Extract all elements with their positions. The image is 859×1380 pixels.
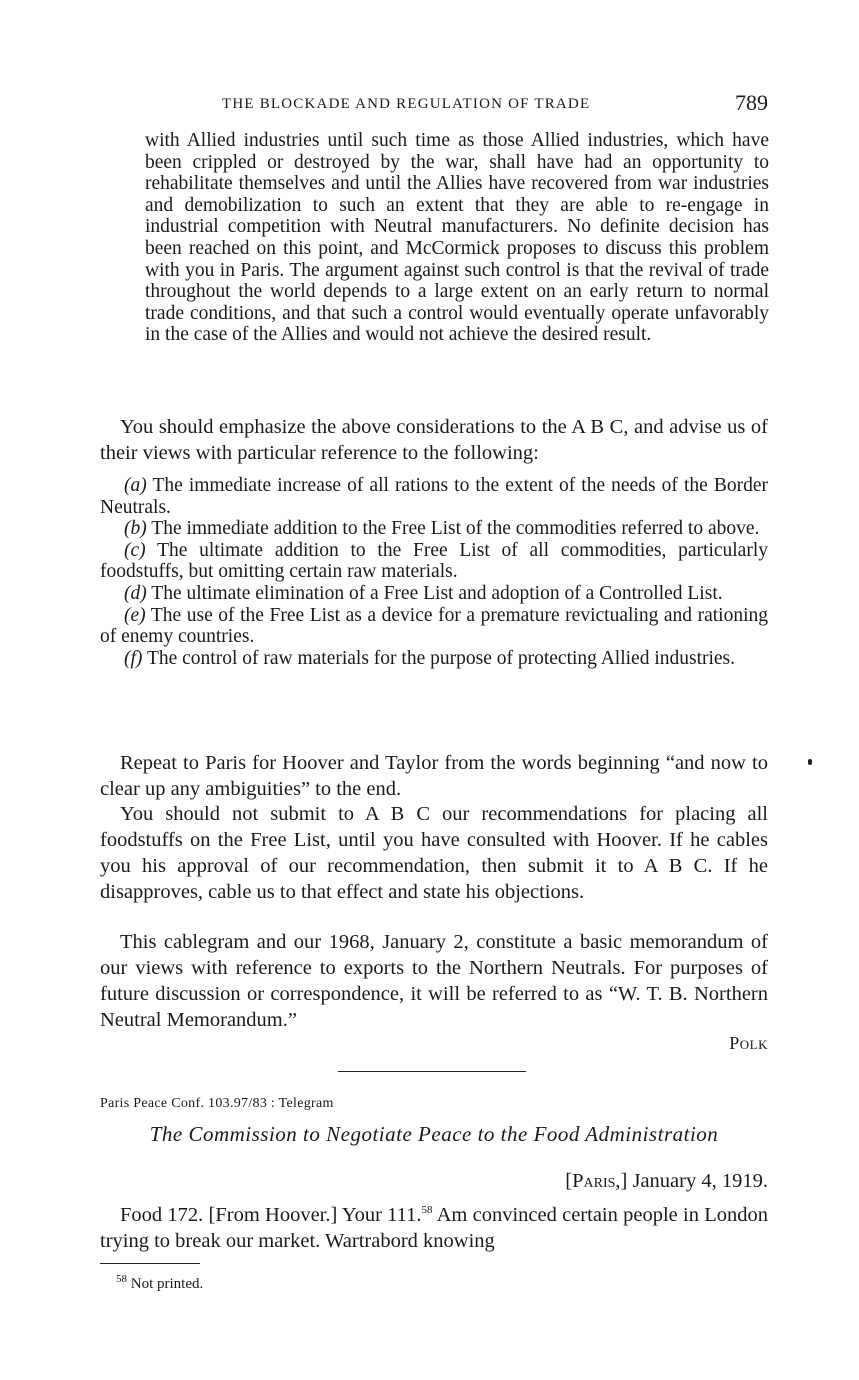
item-text: The use of the Free List as a device for a premature revictualing and rationing of enemy countries. bbox=[100, 604, 768, 648]
section-divider bbox=[338, 1071, 526, 1072]
item-letter: (a) bbox=[124, 475, 147, 496]
telegram-text-start: Food 172. [From Hoover.] Your 111. bbox=[120, 1204, 422, 1226]
telegram-body bbox=[100, 1202, 768, 1254]
margin-mark bbox=[808, 759, 812, 765]
item-text: The control of raw materials for the purpose of protecting Allied industries. bbox=[146, 647, 736, 669]
document-title: The Commission to Negotiate Peace to the Food Administration bbox=[149, 1122, 719, 1146]
memorandum-paragraph: This cablegram and our 1968, January 2, constitute a basic memorandum of our views with reference to exports to the Northern Neutrals. For purposes of future discussion or correspondence, it will be referred to as “W. T. B. Northern Neutral Memorandum.” bbox=[100, 931, 768, 1031]
document-reference: Paris Peace Conf. 103.97/83 : Telegram bbox=[100, 1096, 334, 1111]
list-item bbox=[100, 475, 768, 518]
footnote-text: Not printed. bbox=[130, 1276, 204, 1292]
footnote-reference: 58 bbox=[421, 1204, 433, 1217]
considerations-list bbox=[100, 475, 768, 669]
item-letter: (b) bbox=[124, 518, 147, 540]
item-letter: (f) bbox=[124, 647, 143, 669]
footnote bbox=[116, 1273, 204, 1293]
dateline-date: January 4, 1919. bbox=[632, 1170, 768, 1192]
list-item bbox=[100, 540, 768, 583]
repeat-paragraph: Repeat to Paris for Hoover and Taylor from the words beginning “and now to clear up any ambiguities” to the end. bbox=[100, 752, 768, 800]
running-header bbox=[100, 92, 768, 122]
dateline-place: Paris, bbox=[572, 1170, 621, 1192]
intro-paragraph: You should emphasize the above considerations to the A B C, and advise us of their views with particular reference to the following: bbox=[100, 416, 768, 464]
list-item bbox=[100, 518, 768, 540]
list-item bbox=[100, 605, 768, 648]
signature: Polk bbox=[729, 1033, 768, 1053]
item-letter: (c) bbox=[124, 539, 146, 561]
list-item bbox=[100, 648, 768, 670]
dateline-close-bracket: ] bbox=[620, 1170, 628, 1192]
item-letter: (d) bbox=[124, 582, 147, 604]
dateline-open-bracket: [ bbox=[565, 1170, 573, 1192]
dateline bbox=[565, 1170, 768, 1193]
quoted-passage: with Allied industries until such time as those Allied industries, which have been crippled or destroyed by the war, shall have had an opportunity to rehabilitate themselves and until the Allies have recovered from war industries and demobilization to such an extent that they are able to re-engage in industrial competition with Neutral manufacturers. No definite decision has been reached on this point, and McCormick proposes to discuss this problem with you in Paris. The argument against such control is that the revival of trade throughout the world depends to a large extent on an early return to normal trade conditions, and that such a control would eventually operate unfavorably in the case of the Allies and would not achieve the desired result. bbox=[145, 130, 769, 346]
telegram-text-rest: Am convinced certain people in London trying to break our market. Wartrabord knowing bbox=[100, 1204, 768, 1252]
footnote-mark: 58 bbox=[116, 1273, 127, 1285]
item-text: The ultimate elimination of a Free List and adoption of a Controlled List. bbox=[151, 582, 723, 604]
footnote-rule bbox=[100, 1263, 200, 1264]
item-text: The ultimate addition to the Free List of all commodities, particularly foodstuffs, but omitting certain raw materials. bbox=[100, 539, 768, 583]
item-text: The immediate increase of all rations to the extent of the needs of the Border Neutrals. bbox=[100, 475, 768, 518]
item-text: The immediate addition to the Free List of the commodities referred to above. bbox=[151, 518, 760, 540]
list-item bbox=[100, 583, 768, 605]
running-title: THE BLOCKADE AND REGULATION OF TRADE bbox=[222, 96, 591, 112]
item-letter: (e) bbox=[124, 604, 146, 626]
page-number: 789 bbox=[735, 90, 768, 115]
foodstuffs-paragraph: You should not submit to A B C our recommendations for placing all foodstuffs on the Free List, until you have consulted with Hoover. If he cables you his approval of our recommendation, then submit it to A B C. If he disapproves, cable us to that effect and state his objections. bbox=[100, 803, 768, 903]
